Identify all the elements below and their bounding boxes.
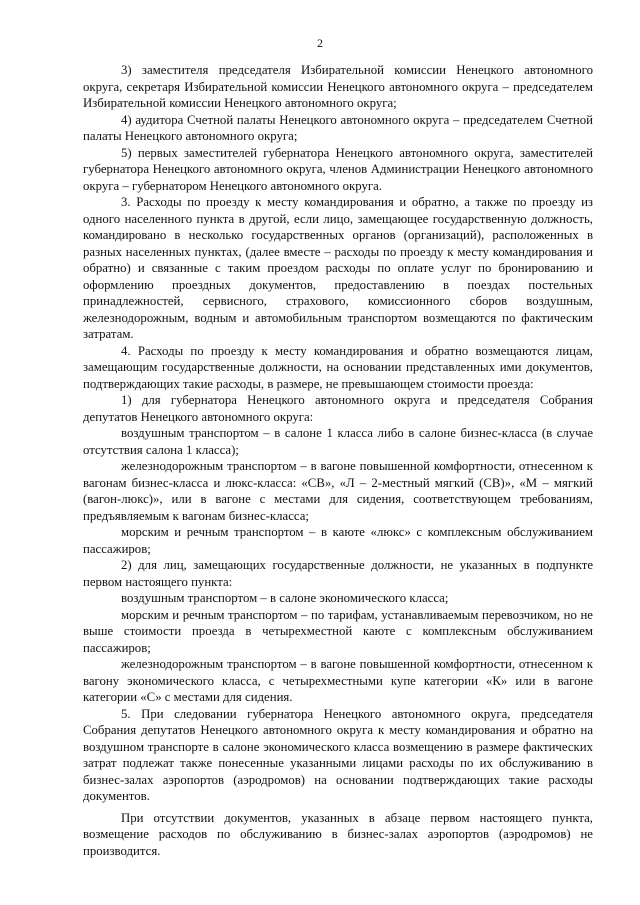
paragraph-rail-transport-business: железнодорожным транспортом – в вагоне повышенной комфортности, отнесенном к вагонам бизнес-класса и люкс-класса: «СВ», «Л – 2-местный мягкий (СВ)», «М – мягкий (вагон-люкс)», или в вагоне с местами для сидения, соответствующем требованиям, предъявляемым к вагонам бизнес-класса; — [83, 459, 593, 523]
paragraph-rail-transport-economy: железнодорожным транспортом – в вагоне повышенной комфортности, отнесенном к вагону экономического класса, с четырехместными купе категории «К» или в вагоне категории «С» с местами для сидения. — [83, 657, 593, 704]
paragraph-no-documents: При отсутствии документов, указанных в абзаце первом настоящего пункта, возмещение расходов по обслуживанию в бизнес-залах аэропортов (аэродромов) не производится. — [83, 810, 593, 858]
paragraph-clause-4-reimbursement: 4. Расходы по проезду к месту командирования и обратно возмещаются лицам, замещающим государственные должности, на основании представленных ими документов, подтверждающих такие расходы, в размере, не превышающем стоимости проезда: — [83, 343, 593, 391]
paragraph-sea-river-lux: морским и речным транспортом – в каюте «люкс» с комплексным обслуживанием пассажиров; — [83, 525, 593, 556]
paragraph-air-transport-economy: воздушным транспортом – в салоне экономического класса; — [121, 591, 449, 605]
paragraph-air-transport-first-class: воздушным транспортом – в салоне 1 класса либо в салоне бизнес-класса (в случае отсутствия салона 1 класса); — [83, 426, 593, 457]
page-number: 2 — [317, 36, 323, 50]
paragraph-deputy-chair-election-commission: 3) заместителя председателя Избирательной комиссии Ненецкого автономного округа, секретаря Избирательной комиссии Ненецкого автономного округа – председателем Избирательной комиссии Ненецкого автономного округа; — [83, 63, 593, 110]
paragraph-clause-3-travel-expenses: 3. Расходы по проезду к месту командирования и обратно, а также по проезду из одного населенного пункта в другой, если лицо, замещающее государственную должность, командировано в несколько государственных органов (организаций), расположенных в разных населенных пунктах, (далее вместе – расходы по проезду к месту командирования и обратно) и связанные с таким проездом расходы по оплате услуг по бронированию и оформлению проездных документов, предоставлению в поездах постельных принадлежностей, сервисного, страхового, комиссионного сборов воздушным, железнодорожным, водным и автомобильным транспортом возмещаются по фактическим затратам. — [83, 195, 593, 341]
paragraph-auditor-accounts-chamber: 4) аудитора Счетной палаты Ненецкого автономного округа – председателем Счетной палаты Ненецкого автономного округа; — [83, 112, 593, 143]
paragraph-clause-5-business-lounges: 5. При следовании губернатора Ненецкого автономного округа, председателя Собрания депутатов Ненецкого автономного округа к месту командирования и обратно на воздушном транспорте в салоне экономического класса возмещению в размере фактических затрат подлежат также понесенные указанными лицами расходы по их обслуживанию в бизнес-залах аэропортов (аэродромов) на основании подтверждающих такие расходы документов. — [83, 706, 593, 803]
paragraph-first-deputies-governor: 5) первых заместителей губернатора Ненецкого автономного округа, заместителей губернатора Ненецкого автономного округа, членов Администрации Ненецкого автономного округа – губернатором Ненецкого автономного округа. — [83, 145, 593, 193]
document-body — [83, 62, 593, 859]
paragraph-subclause-2-other-officials: 2) для лиц, замещающих государственные должности, не указанных в подпункте первом настоящего пункта: — [83, 558, 593, 589]
paragraph-subclause-1-governor: 1) для губернатора Ненецкого автономного округа и председателя Собрания депутатов Ненецкого автономного округа: — [83, 393, 593, 424]
paragraph-sea-river-tariffs: морским и речным транспортом – по тарифам, устанавливаемым перевозчиком, но не выше стоимости проезда в четырехместной каюте с комплексным обслуживанием пассажиров; — [83, 607, 593, 655]
